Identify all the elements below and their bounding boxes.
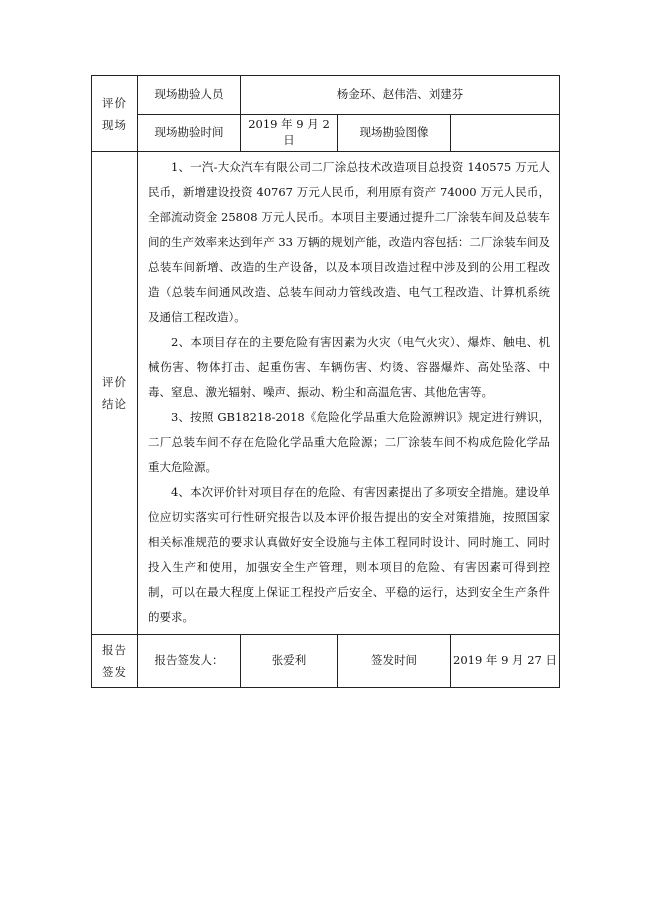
evaluation-report-table [91, 75, 560, 688]
issuer-label: 报告签发人： [138, 635, 241, 688]
issuer-value: 张爱利 [241, 635, 338, 688]
conclusion-label-line2: 结论 [102, 397, 127, 411]
conclusion-label-line1: 评价 [102, 375, 127, 389]
issue-time-value: 2019 年 9 月 27 日 [451, 635, 560, 688]
survey-images-value [451, 115, 560, 152]
survey-images-label: 现场勘验图像 [338, 115, 451, 152]
conclusion-paragraph-3: 3、按照 GB18218-2018《危险化学品重大危险源辨识》规定进行辨识，二厂总装车间不存在危险化学品重大危险源；二厂涂装车间不构成危险化学品重大危险源。 [148, 410, 550, 474]
survey-time-row [92, 115, 560, 152]
surveyors-value: 杨金环、赵伟浩、刘建芬 [241, 76, 560, 115]
surveyors-label: 现场勘验人员 [138, 76, 241, 115]
evaluation-site-label [92, 76, 138, 152]
surveyors-row [92, 76, 560, 115]
report-issue-label-line1: 报告 [102, 643, 127, 657]
evaluation-site-label-line2: 现场 [102, 117, 127, 132]
conclusion-body [138, 152, 560, 635]
conclusion-paragraph-2: 2、本项目存在的主要危险有害因素为火灾（电气火灾）、爆炸、触电、机械伤害、物体打击、起重伤害、车辆伤害、灼烫、容器爆炸、高处坠落、中毒、窒息、激光辐射、噪声、振动、粉尘和高温危害、其他危害等。 [148, 335, 550, 399]
issue-time-label: 签发时间 [338, 635, 451, 688]
survey-time-value: 2019 年 9 月 2 日 [241, 115, 338, 152]
report-issue-label [92, 635, 138, 688]
conclusion-paragraph-4: 4、本次评价针对项目存在的危险、有害因素提出了多项安全措施。建设单位应切实落实可行性研究报告以及本评价报告提出的安全对策措施，按照国家相关标准规范的要求认真做好安全设施与主体工程同时设计、同时施工、同时投入生产和使用，加强安全生产管理，则本项目的危险、有害因素可得到控制，可以在最大程度上保证工程投产后安全、平稳的运行，达到安全生产条件的要求。 [148, 485, 550, 624]
conclusion-row [92, 152, 560, 635]
evaluation-site-label-line1: 评价 [102, 95, 127, 110]
conclusion-paragraph-1: 1、一汽-大众汽车有限公司二厂涂总技术改造项目总投资 140575 万元人民币，新增建设投资 40767 万元人民币，利用原有资产 74000 万元人民币，全部流动资金 25808 万元人民币。本项目主要通过提升二厂涂装车间及总装车间的生产效率来达到年产 33 万辆的规划产能，改造内容包括：二厂涂装车间及总装车间新增、改造的生产设备，以及本项目改造过程中涉及到的公用工程改造（总装车间通风改造、总装车间动力管线改造、电气工程改造、计算机系统及通信工程改造）。 [148, 160, 550, 324]
report-issue-row [92, 635, 560, 688]
survey-time-label: 现场勘验时间 [138, 115, 241, 152]
conclusion-label [92, 152, 138, 635]
report-issue-label-line2: 签发 [102, 665, 127, 679]
